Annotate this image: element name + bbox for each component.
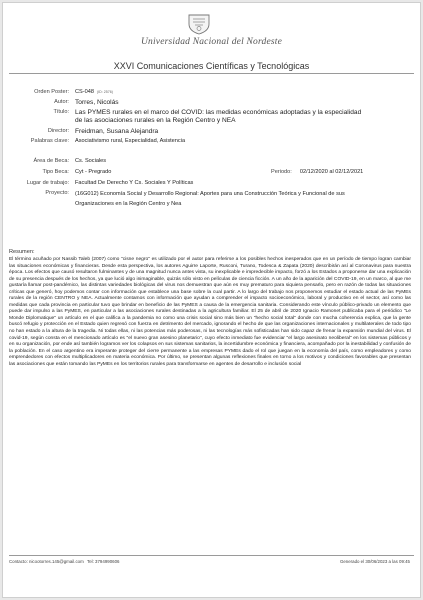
field-label: Proyecto:	[45, 190, 69, 196]
header-divider	[9, 73, 414, 74]
field-label: Palabras clave:	[30, 138, 69, 144]
generated-timestamp: Generado el 30/06/2023 a las 09:45	[339, 559, 410, 564]
congress-title: XXVI Comunicaciones Científicas y Tecnológicas	[113, 61, 310, 71]
titulo-line: de las asociaciones rurales en la Región Centro y NEA	[75, 117, 236, 124]
field-label: Título:	[53, 109, 69, 115]
footer-divider	[9, 555, 414, 556]
university-crest-icon	[186, 13, 212, 35]
poster-id: (ID: 2576)	[96, 90, 113, 94]
resumen-text: El término acuñado por Nassib Taleb (2007) como "cisne negro" es utilizado por el autor para referirse a los posibles hechos inesperados que en un período de tiempo logran cambiar las situaciones económicas y financieras. Desde esta perspectiva, los autores Aguirre Laporte, Rusconi, Turano, Todesca & Zapata (2020) describirán así al Coronavirus para nuestra época. Los efectos que causó resultaron fulminantes y de una magnitud nunca antes vista, su inexplicable e impredecible impacto, forzó a los Estados a proponerse dar una explicación de su presencia después de los hechos, ya que lució algo inimaginable, quizás sólo visto en películas de ciencia ficción. A un año de la aparición del COVID-19, en un marco, al que me gustaría llamar post-pandémico, las distintas variedades biológicas del virus nos demuestran que aún es muy prematuro para siquiera pensarlo, pero en razón de todas las situaciones críticas que generó, hoy podemos contar con información que establece una base sobre la cual partir. A lo largo del trabajo nos proponemos estudiar el estado actual de las PyMEs rurales de la región CENTRO y NEA. Actualmente contamos con información que ayudan a comprender el impacto socioeconómico, laboral y productivo en el sector, así como las medidas que cada provincia en particular tuvo que brindar en beneficio de las PyMES a causa de la emergencia sanitaria. Considerando este vínculo público-privado un elemento que puede dar impulso a las PyMES, en particular a las asociaciones rurales destinadas a la agricultura familiar. El 25 de abril de 2020 Ignacio Ramonet publicaba para el periódico "Le Monde Diplomatique" un artículo en el que califica a la pandemia no como una crisis social sino más bien un "hecho social total" donde con mucha coherencia explica, que la gente buscó refugio y protección en el Estado quien regresó con fuerza en detrimento del mercado, ignorando el hecho de que las organizaciones internacionales y multilaterales de todo tipo no han estado a la altura de la tragedia. Ni todas ellas, ni las potencias más poderosas, ni las tecnologías más sofisticadas han sido capaz de frenar la expansión mundial del virus. El covid-19, según consta en el mencionado artículo es "el nuevo gran asesino planetario", cuyo efecto inmediato fue evidenciar "el largo asesinato neoliberal" en los sistemas públicos y en su organización, por ende así también logramos ver los colapsos en sus sistemas sanitarios, la incertidumbre económica y financiera, acompañado por la inestabilidad y confusión de la población. En el caso argentino era imperante proteger del cierre permanente a las empresas PYMEs dado el rol que juegan en la economía del país, como empleadores y como emprendedores con efectos multiplicadores en materia económica. Por último, se presentan algunas reflexiones finales en torno a los motivos y condiciones favorables que presentan las asociaciones que están tomando las PyMEs en los territorios rurales para transformarse en agentes de desarrollo e inclusión social	[9, 257, 411, 367]
university-name: Universidad Nacional del Nordeste	[140, 37, 283, 47]
resumen-label: Resumen:	[9, 249, 35, 255]
field-label: Tipo Beca:	[42, 169, 69, 175]
tipo-beca-value: Cyt - Pregrado	[75, 169, 112, 175]
header	[3, 13, 420, 55]
director-value: Freidman, Susana Alejandra	[75, 128, 159, 135]
autor-value: Torres, Nicolás	[75, 99, 119, 106]
contact-phone: Tel: 3794990606	[87, 559, 120, 564]
field-label: Orden Poster:	[34, 89, 69, 95]
area-beca-value: Cs. Sociales	[75, 158, 107, 164]
orden-poster-value: CS-048	[75, 89, 94, 95]
periodo-value: 02/12/2020 al 02/12/2021	[299, 169, 364, 175]
palabras-clave-value: Asociativismo rural, Especialidad, Asistencia	[75, 138, 186, 144]
proyecto-line: (16G012) Economía Social y Desarrollo Regional: Aportes para una Construcción Teórica y Funcional de sus	[75, 191, 345, 197]
field-label: Lugar de trabajo:	[26, 180, 69, 186]
proyecto-line: Organizaciones en la Región Centro y Nea	[75, 200, 182, 207]
field-label: Autor:	[54, 99, 69, 105]
lugar-trabajo-value: Facultad De Derecho Y Cs. Sociales Y Políticas	[75, 180, 194, 186]
field-label: Director:	[47, 128, 69, 134]
document-page	[2, 2, 421, 598]
field-periodo	[271, 169, 363, 176]
contact-email: Contacto: nicootorres.145@gmail.com	[9, 559, 84, 564]
periodo-label: Periodo:	[271, 169, 292, 175]
titulo-line: Las PYMES rurales en el marco del COVID: las medidas económicas adoptadas y la especialidad	[75, 109, 362, 116]
field-label: Área de Beca:	[33, 158, 69, 164]
